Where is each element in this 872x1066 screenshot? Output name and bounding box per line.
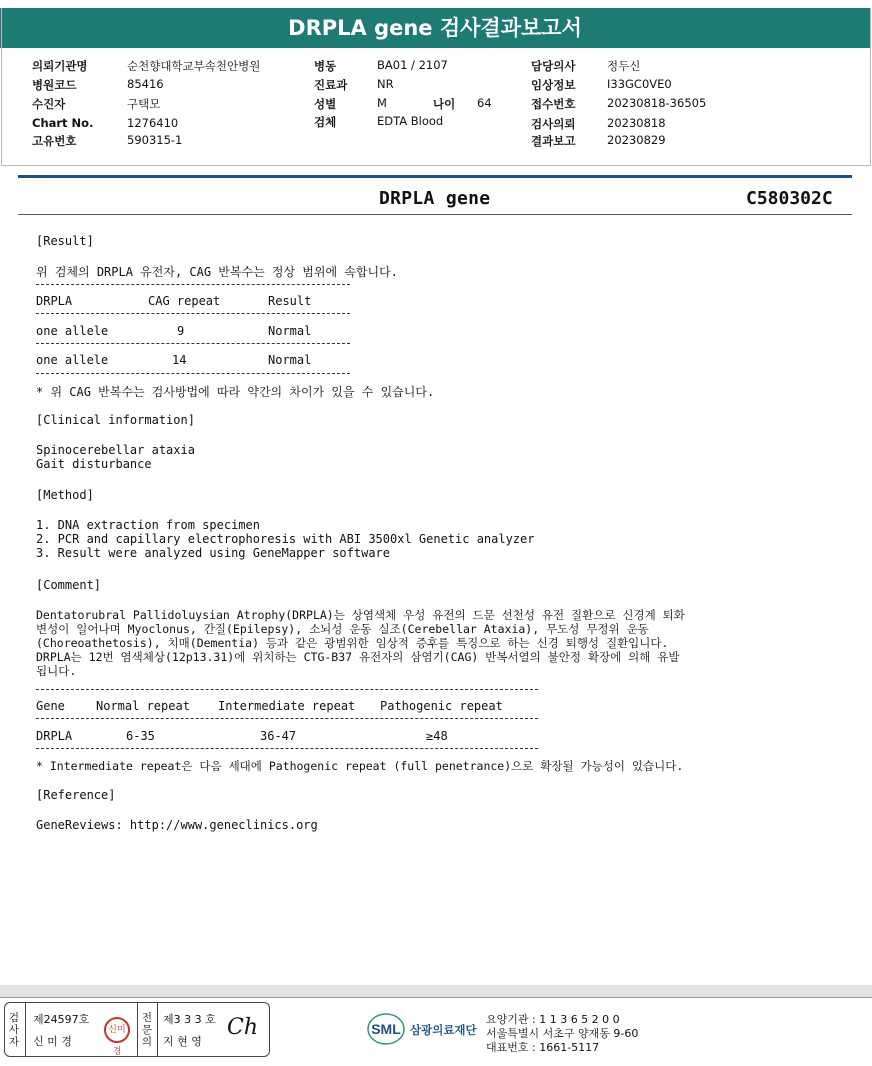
- result-note: * 위 CAG 반복수는 검사방법에 따라 약간의 차이가 있을 수 있습니다.: [36, 385, 435, 399]
- field-department: [314, 77, 347, 93]
- table-divider: [36, 689, 538, 690]
- tester-label: [7, 1012, 21, 1048]
- repeat-cell: 36-47: [260, 729, 297, 743]
- field-value: 구택모: [127, 97, 161, 111]
- field-label: 의뢰기관명: [32, 59, 88, 73]
- method-line: 2. PCR and capillary electrophoresis with ABI 3500xl Genetic analyzer: [36, 532, 535, 546]
- clinical-line: Spinocerebellar ataxia: [36, 443, 195, 457]
- org-line: 요양기관 : 1 1 3 6 5 2 0 0: [486, 1013, 620, 1026]
- table-divider: [36, 748, 538, 749]
- field-value: 20230818: [607, 116, 666, 130]
- table-divider: [36, 718, 538, 719]
- field-label: 진료과: [314, 78, 348, 92]
- result-cell: 14: [172, 353, 187, 367]
- clinical-heading: [Clinical information]: [36, 413, 195, 427]
- label-char: 전: [141, 1012, 153, 1024]
- field-value: 20230818-36505: [607, 96, 707, 110]
- field-value: 64: [477, 96, 492, 110]
- table-divider: [36, 373, 350, 374]
- field-value: M: [377, 96, 387, 110]
- repeat-col-header: Normal repeat: [96, 699, 190, 713]
- tester-license: 제24597호: [33, 1013, 90, 1026]
- repeat-cell: 6-35: [126, 729, 155, 743]
- result-cell: Normal: [268, 353, 312, 367]
- logo-text: SML: [371, 1021, 401, 1037]
- field-value: 정두신: [607, 59, 641, 73]
- field-clinical-info: [531, 77, 575, 93]
- result-cell: one allele: [36, 353, 109, 367]
- tester-name: 신 미 경: [33, 1035, 72, 1048]
- method-line: 1. DNA extraction from specimen: [36, 518, 260, 532]
- label-char: 사: [8, 1024, 20, 1036]
- field-sex: [314, 96, 336, 112]
- field-value: 20230829: [607, 133, 666, 147]
- field-requesting-institution: [32, 58, 88, 74]
- comment-line: (Choreoathetosis), 치매(Dementia) 등과 같은 광범위한 임상적 증후를 특징으로 하는 신경 퇴행성 질환입니다.: [36, 636, 669, 650]
- test-code: C580302C: [746, 188, 833, 209]
- field-unique-id: [32, 133, 76, 149]
- specialist-license: 제3 3 3 호: [163, 1013, 216, 1026]
- comment-line: DRPLA는 12번 염색체상(12p13.31)에 위치하는 CTG-B37 유전자의 삼염기(CAG) 반복서열의 불안정 확장에 의해 유발: [36, 650, 680, 664]
- result-heading: [Result]: [36, 234, 94, 248]
- reference-link[interactable]: GeneReviews: http://www.geneclinics.org: [36, 818, 318, 832]
- field-value: EDTA Blood: [377, 114, 444, 128]
- field-chart-no: [32, 116, 93, 130]
- table-divider: [36, 284, 350, 285]
- result-col-header: Result: [268, 294, 312, 308]
- section-divider: [18, 175, 852, 178]
- comment-line: 됩니다.: [36, 664, 77, 678]
- field-label: 담당의사: [531, 59, 576, 73]
- field-label: 나이: [433, 97, 456, 111]
- result-text: 위 검체의 DRPLA 유전자, CAG 반복수는 정상 범위에 속합니다.: [36, 265, 398, 279]
- repeat-col-header: Pathogenic repeat: [380, 699, 503, 713]
- comment-line: Dentatorubral Pallidoluysian Atrophy(DRPLA)는 상염색체 우성 유전의 드문 선천성 유전 질환으로 신경계 퇴화: [36, 608, 685, 622]
- field-value: 순천향대학교부속천안병원: [127, 59, 261, 73]
- specialist-signature: Ch: [227, 1015, 259, 1040]
- table-divider: [36, 343, 350, 344]
- field-label: 고유번호: [32, 134, 77, 148]
- specialist-label: [140, 1012, 154, 1048]
- label-char: 자: [8, 1036, 20, 1048]
- field-label: 접수번호: [531, 97, 576, 111]
- field-label: 결과보고: [531, 134, 576, 148]
- signature-box: [4, 1002, 270, 1057]
- field-label: 병원코드: [32, 78, 77, 92]
- label-char: 의: [141, 1036, 153, 1048]
- specialist-name: 지 현 영: [163, 1035, 202, 1048]
- field-age: [433, 96, 455, 112]
- field-receipt-no: [531, 96, 575, 112]
- field-patient: [32, 96, 65, 112]
- result-col-header: CAG repeat: [148, 294, 221, 308]
- result-col-header: DRPLA: [36, 294, 73, 308]
- repeat-cell: ≥48: [426, 729, 448, 743]
- title-underline: [18, 214, 852, 215]
- label-char: 문: [141, 1024, 153, 1036]
- method-list: [36, 518, 535, 560]
- repeat-note: * Intermediate repeat은 다음 세대에 Pathogenic repeat (full penetrance)으로 확장될 가능성이 있습니다.: [36, 759, 684, 773]
- divider: [137, 1003, 138, 1056]
- field-value: NR: [377, 77, 394, 91]
- tester-seal: 신미경: [104, 1017, 130, 1043]
- org-line: 대표번호 : 1661-5117: [486, 1041, 600, 1054]
- label-char: 검: [8, 1012, 20, 1024]
- sml-logo-icon: [366, 1012, 406, 1046]
- method-heading: [Method]: [36, 488, 94, 502]
- field-value: 590315-1: [127, 133, 183, 147]
- reference-heading: [Reference]: [36, 788, 116, 802]
- field-ward: [314, 58, 336, 74]
- result-cell: 9: [177, 324, 185, 338]
- field-label: 수진자: [32, 97, 66, 111]
- method-line: 3. Result were analyzed using GeneMapper software: [36, 546, 391, 560]
- field-doctor: [531, 58, 575, 74]
- divider: [157, 1003, 158, 1056]
- field-value: 85416: [127, 77, 164, 91]
- field-value: 1276410: [127, 116, 179, 130]
- field-value: I33GC0VE0: [607, 77, 672, 91]
- clinical-info: [36, 443, 195, 471]
- repeat-col-header: Intermediate repeat: [218, 699, 356, 713]
- result-cell: Normal: [268, 324, 312, 338]
- repeat-col-header: Gene: [36, 699, 65, 713]
- field-request-date: [531, 116, 575, 132]
- field-label: 임상정보: [531, 78, 576, 92]
- comment-heading: [Comment]: [36, 578, 102, 592]
- table-divider: [36, 313, 350, 314]
- field-value: BA01 / 2107: [377, 58, 448, 72]
- field-label: 성별: [314, 97, 337, 111]
- org-name: 삼광의료재단: [410, 1023, 477, 1037]
- footer-divider: [0, 985, 872, 998]
- report-title: DRPLA gene 검사결과보고서: [0, 8, 870, 48]
- field-label: 병동: [314, 59, 337, 73]
- divider: [25, 1003, 26, 1056]
- field-label: 검사의뢰: [531, 117, 576, 131]
- field-hospital-code: [32, 77, 76, 93]
- comment-text: [36, 608, 685, 678]
- result-cell: one allele: [36, 324, 109, 338]
- field-label: 검체: [314, 115, 337, 129]
- org-line: 서울특별시 서초구 양재동 9-60: [486, 1027, 639, 1040]
- field-specimen: [314, 114, 336, 130]
- repeat-cell: DRPLA: [36, 729, 73, 743]
- comment-line: 변성이 일어나며 Myoclonus, 간질(Epilepsy), 소뇌성 운동 실조(Cerebellar Ataxia), 무도성 무정위 운동: [36, 622, 649, 636]
- test-name: DRPLA gene: [379, 188, 491, 209]
- field-label: Chart No.: [32, 116, 94, 130]
- clinical-line: Gait disturbance: [36, 457, 152, 471]
- field-report-date: [531, 133, 575, 149]
